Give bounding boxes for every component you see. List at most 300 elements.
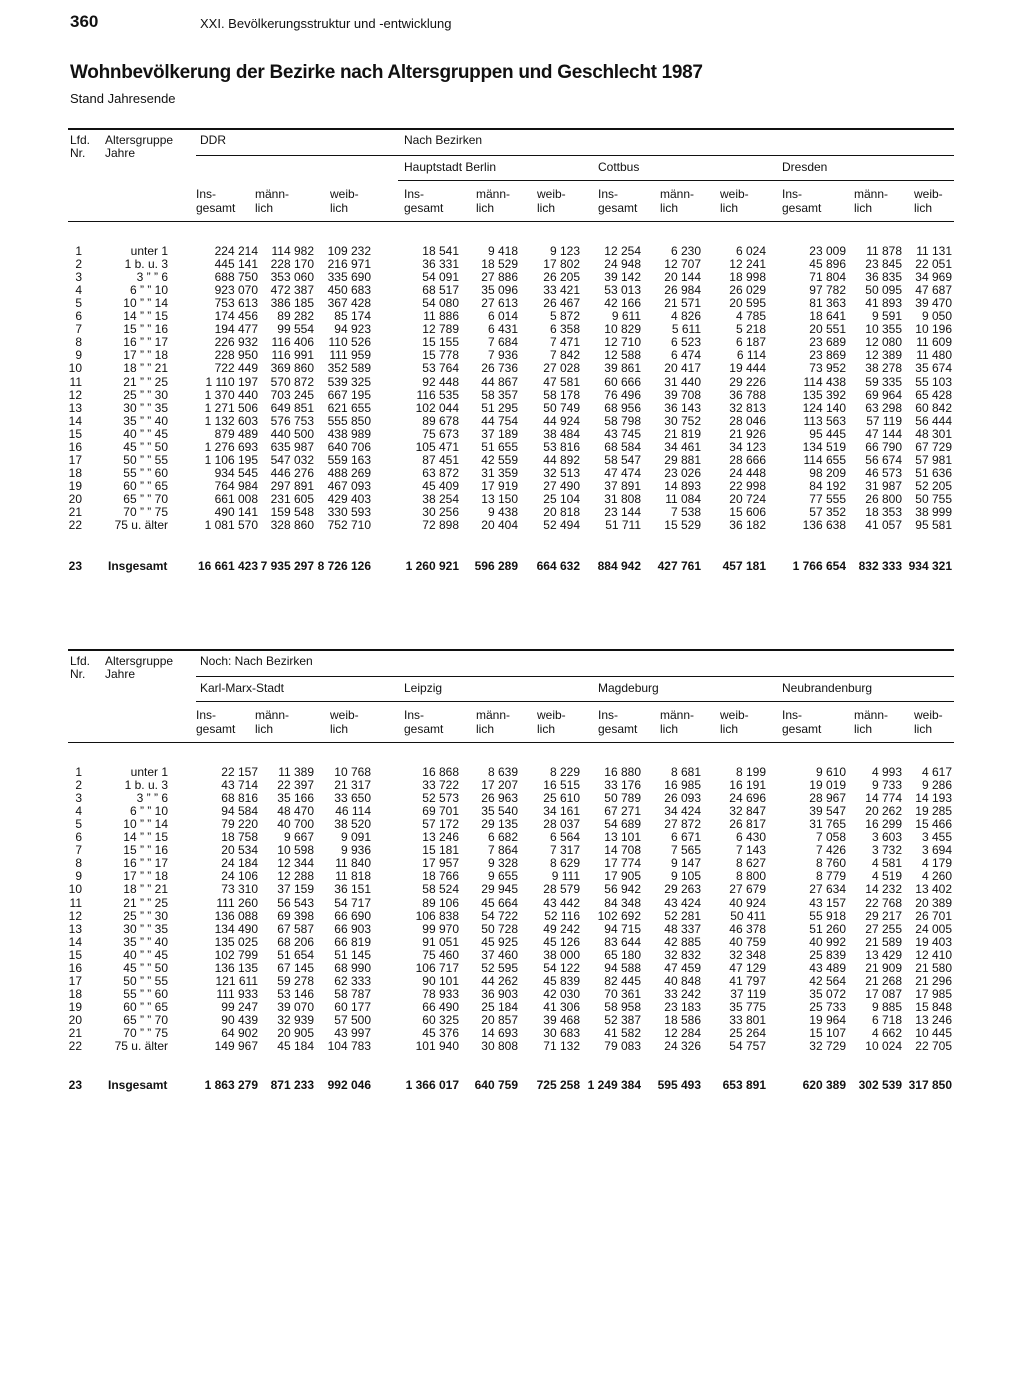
table-cell: 10 445 xyxy=(915,1026,952,1040)
table-cell: 30 683 xyxy=(543,1026,580,1040)
table-cell: 5 872 xyxy=(549,309,580,324)
table-cell: 89 282 xyxy=(277,309,314,324)
table-cell: 45 896 xyxy=(809,257,846,272)
table-cell: 8 639 xyxy=(487,765,518,779)
table-cell: 22 051 xyxy=(915,257,952,272)
table-cell: 81 363 xyxy=(809,296,846,311)
table-cell: 29 226 xyxy=(729,374,766,389)
row-number: 18 xyxy=(68,465,82,480)
row-number: 14 xyxy=(68,413,82,428)
table-cell: 35 166 xyxy=(277,791,314,806)
table-cell: 52 595 xyxy=(481,960,518,975)
total-cell: 871 233 xyxy=(270,1078,314,1092)
table-cell: 67 271 xyxy=(604,804,641,819)
table-cell: 32 939 xyxy=(277,1012,314,1027)
row-number: 13 xyxy=(68,400,82,415)
table-cell: 76 496 xyxy=(604,387,641,402)
table-cell: 438 989 xyxy=(327,426,371,441)
column-header: weib- xyxy=(914,187,943,201)
column-header: lich xyxy=(720,201,739,215)
age-group: 14 ” ” 15 xyxy=(123,309,168,324)
column-header: lich xyxy=(660,201,679,215)
table-cell: 26 701 xyxy=(915,908,952,923)
table-cell: 27 679 xyxy=(729,882,766,897)
table-cell: 46 378 xyxy=(729,921,766,936)
row-number: 20 xyxy=(68,1012,82,1027)
table-cell: 41 582 xyxy=(604,1026,641,1040)
table-cell: 25 839 xyxy=(809,947,846,962)
age-group: 65 ” ” 70 xyxy=(123,491,168,506)
jahre-label: Jahre xyxy=(105,667,136,681)
table-cell: 9 611 xyxy=(611,309,641,324)
table-cell: 77 555 xyxy=(809,491,846,506)
table-cell: 58 798 xyxy=(604,413,641,428)
region-header: Magdeburg xyxy=(598,681,659,695)
age-group: 75 u. älter xyxy=(114,1039,168,1054)
table-cell: 228 950 xyxy=(214,348,258,363)
total-cell: 620 389 xyxy=(802,1078,846,1092)
table-cell: 12 288 xyxy=(277,869,314,884)
table-cell: 45 376 xyxy=(422,1026,459,1040)
table-cell: 39 142 xyxy=(604,270,641,285)
table-cell: 91 051 xyxy=(422,934,459,949)
table-cell: 38 999 xyxy=(915,505,952,519)
table-cell: 56 942 xyxy=(604,882,641,897)
table-cell: 17 985 xyxy=(915,986,952,1001)
table-cell: 32 348 xyxy=(729,947,766,962)
column-header: Ins- xyxy=(404,708,425,722)
table-cell: 68 956 xyxy=(604,400,641,415)
table-cell: 7 842 xyxy=(549,348,580,363)
total-cell: 1 766 654 xyxy=(792,559,846,573)
table-cell: 101 940 xyxy=(415,1039,459,1054)
table-cell: 10 196 xyxy=(915,322,952,337)
table-cell: 8 627 xyxy=(735,856,766,871)
column-header: gesamt xyxy=(196,201,236,215)
table-cell: 57 352 xyxy=(809,505,846,519)
table-cell: 65 180 xyxy=(604,947,641,962)
column-header: Ins- xyxy=(404,187,425,201)
table-cell: 6 682 xyxy=(487,830,518,845)
table-cell: 27 613 xyxy=(481,296,518,311)
table-cell: 20 417 xyxy=(664,361,701,376)
table-cell: 5 218 xyxy=(735,322,766,337)
age-group: 30 ” ” 35 xyxy=(123,400,168,415)
table-cell: 28 037 xyxy=(543,817,580,832)
table-cell: 66 690 xyxy=(334,908,371,923)
table-cell: 110 526 xyxy=(328,335,371,350)
table-cell: 52 281 xyxy=(664,908,701,923)
table-cell: 33 722 xyxy=(422,778,459,793)
table-cell: 4 179 xyxy=(921,856,952,871)
age-group: 21 ” ” 25 xyxy=(123,374,168,389)
table-cell: 53 816 xyxy=(543,439,580,454)
table-cell: 3 694 xyxy=(921,843,952,858)
column-header: gesamt xyxy=(598,201,638,215)
table-cell: 54 689 xyxy=(604,817,641,832)
table-cell: 43 157 xyxy=(809,895,846,910)
table-cell: 99 554 xyxy=(277,322,314,337)
column-header: weib- xyxy=(914,708,943,722)
table-cell: 66 790 xyxy=(865,439,902,454)
table-cell: 45 126 xyxy=(543,934,580,949)
table-cell: 135 025 xyxy=(214,934,258,949)
table-cell: 15 606 xyxy=(729,505,766,519)
column-header: gesamt xyxy=(598,722,638,736)
table-cell: 116 535 xyxy=(416,387,459,402)
table-cell: 369 860 xyxy=(270,361,314,376)
table-cell: 54 122 xyxy=(543,960,580,975)
table-cell: 15 466 xyxy=(915,817,952,832)
table-cell: 45 664 xyxy=(481,895,518,910)
table-cell: 58 958 xyxy=(604,999,641,1014)
table-cell: 16 299 xyxy=(865,817,902,832)
table-cell: 20 144 xyxy=(664,270,701,285)
row-number: 18 xyxy=(68,986,82,1001)
age-group: 60 ” ” 65 xyxy=(123,999,168,1014)
table-cell: 22 397 xyxy=(277,778,314,793)
table-cell: 7 936 xyxy=(487,348,518,363)
table-cell: 3 603 xyxy=(871,830,902,845)
table-cell: 26 800 xyxy=(865,491,902,506)
table-cell: 25 184 xyxy=(481,999,518,1014)
page-subtitle: Stand Jahresende xyxy=(70,91,176,106)
table-cell: 33 176 xyxy=(604,778,641,793)
table-cell: 4 993 xyxy=(871,765,902,779)
table-cell: 114 438 xyxy=(803,374,846,389)
table-cell: 26 963 xyxy=(481,791,518,806)
table-cell: 24 448 xyxy=(729,465,766,480)
row-number: 17 xyxy=(68,452,82,467)
age-group: 70 ” ” 75 xyxy=(123,505,168,519)
table-cell: 20 818 xyxy=(543,505,580,519)
row-number: 3 xyxy=(75,270,82,285)
age-group: unter 1 xyxy=(130,765,168,779)
age-group: 6 ” ” 10 xyxy=(129,283,168,298)
table-cell: 934 545 xyxy=(214,465,258,480)
row-number: 9 xyxy=(75,348,82,363)
age-group: 30 ” ” 35 xyxy=(123,921,168,936)
table-cell: 17 087 xyxy=(865,986,902,1001)
table-cell: 38 000 xyxy=(543,947,580,962)
table-cell: 94 715 xyxy=(604,921,641,936)
age-group: 15 ” ” 16 xyxy=(123,843,168,858)
column-header: männ- xyxy=(660,708,695,722)
table-cell: 89 678 xyxy=(422,413,459,428)
table-cell: 703 245 xyxy=(270,387,314,402)
table-cell: 111 959 xyxy=(329,348,371,363)
row-number: 2 xyxy=(75,257,82,272)
table-cell: 9 147 xyxy=(670,856,701,871)
age-group: 15 ” ” 16 xyxy=(123,322,168,337)
total-cell: 427 761 xyxy=(657,559,701,573)
total-cell: 596 289 xyxy=(474,559,518,573)
column-header: männ- xyxy=(476,708,511,722)
altersgruppe-label: Altersgruppe xyxy=(105,133,174,147)
table-cell: 9 050 xyxy=(921,309,952,324)
table-cell: 1 370 440 xyxy=(204,387,258,402)
table-cell: 58 547 xyxy=(604,452,641,467)
table-cell: 102 692 xyxy=(597,908,641,923)
row-number: 1 xyxy=(75,244,82,258)
table-cell: 92 448 xyxy=(422,374,459,389)
table-cell: 38 254 xyxy=(422,491,459,506)
table-cell: 27 886 xyxy=(481,270,518,285)
table-cell: 446 276 xyxy=(270,465,314,480)
table-cell: 109 232 xyxy=(327,244,371,258)
column-header: lich xyxy=(330,722,349,736)
table-cell: 24 948 xyxy=(604,257,641,272)
table-cell: 54 717 xyxy=(334,895,371,910)
table-cell: 56 674 xyxy=(865,452,902,467)
table-cell: 20 551 xyxy=(809,322,846,337)
table-cell: 102 799 xyxy=(214,947,258,962)
table-cell: 116 991 xyxy=(271,348,314,363)
total-cell: 934 321 xyxy=(908,559,952,573)
table-cell: 16 985 xyxy=(664,778,701,793)
table-cell: 19 964 xyxy=(809,1012,846,1027)
table-cell: 32 813 xyxy=(729,400,766,415)
table-cell: 39 708 xyxy=(664,387,701,402)
group-header-rule xyxy=(196,676,954,677)
table-cell: 50 095 xyxy=(865,283,902,298)
total-cell: 640 759 xyxy=(474,1078,518,1092)
table-cell: 174 456 xyxy=(214,309,258,324)
table-cell: 29 263 xyxy=(664,882,701,897)
table-cell: 136 088 xyxy=(214,908,258,923)
table-cell: 22 157 xyxy=(221,765,258,779)
row-number: 4 xyxy=(75,804,82,819)
table-cell: 40 759 xyxy=(729,934,766,949)
table-cell: 6 114 xyxy=(736,348,766,363)
table-cell: 19 444 xyxy=(729,361,766,376)
table-cell: 18 541 xyxy=(422,244,459,258)
table-cell: 14 193 xyxy=(915,791,952,806)
table-cell: 9 936 xyxy=(340,843,371,858)
table-cell: 752 710 xyxy=(327,518,371,533)
age-group: 45 ” ” 50 xyxy=(123,960,168,975)
table-cell: 97 782 xyxy=(809,283,846,298)
table-cell: 21 296 xyxy=(915,973,952,988)
table-cell: 40 848 xyxy=(664,973,701,988)
table-cell: 9 286 xyxy=(921,778,952,793)
table-cell: 58 357 xyxy=(481,387,518,402)
lfd-label: Lfd. xyxy=(70,654,91,668)
table-cell: 18 586 xyxy=(664,1012,701,1027)
total-cell: 595 493 xyxy=(657,1078,701,1092)
table-cell: 7 317 xyxy=(549,843,580,858)
table-cell: 37 189 xyxy=(481,426,518,441)
table-cell: 7 864 xyxy=(487,843,518,858)
table-cell: 9 733 xyxy=(871,778,902,793)
table-cell: 8 681 xyxy=(670,765,701,779)
table-cell: 26 817 xyxy=(729,817,766,832)
table-cell: 14 708 xyxy=(604,843,641,858)
age-group: 60 ” ” 65 xyxy=(123,478,168,493)
table-cell: 19 285 xyxy=(915,804,952,819)
age-group: unter 1 xyxy=(130,244,168,258)
table-cell: 25 610 xyxy=(543,791,580,806)
table-cell: 43 997 xyxy=(334,1026,371,1040)
column-header: lich xyxy=(476,722,495,736)
table-cell: 68 517 xyxy=(422,283,459,298)
table-cell: 18 353 xyxy=(865,505,902,519)
row-number: 23 xyxy=(68,559,82,573)
table-cell: 30 256 xyxy=(422,505,459,519)
table-cell: 667 195 xyxy=(327,387,371,402)
table-cell: 32 729 xyxy=(809,1039,846,1054)
table-cell: 63 298 xyxy=(865,400,902,415)
table-cell: 13 101 xyxy=(604,830,641,845)
table-cell: 64 902 xyxy=(221,1026,258,1040)
table-cell: 30 808 xyxy=(481,1039,518,1054)
table-cell: 22 768 xyxy=(865,895,902,910)
table-cell: 42 030 xyxy=(543,986,580,1001)
table-cell: 31 765 xyxy=(809,817,846,832)
age-group: 18 ” ” 21 xyxy=(123,882,168,897)
table-cell: 9 105 xyxy=(670,869,701,884)
table-cell: 386 185 xyxy=(270,296,314,311)
total-cell: 884 942 xyxy=(597,559,641,573)
table-cell: 25 264 xyxy=(729,1026,766,1040)
table-cell: 15 848 xyxy=(915,999,952,1014)
age-group: 55 ” ” 60 xyxy=(123,465,168,480)
table-cell: 50 789 xyxy=(604,791,641,806)
table-cell: 661 008 xyxy=(214,491,258,506)
column-header: lich xyxy=(720,722,739,736)
row-number: 5 xyxy=(75,296,82,311)
table-cell: 23 026 xyxy=(664,465,701,480)
table-cell: 16 515 xyxy=(543,778,580,793)
table-cell: 47 144 xyxy=(865,426,902,441)
age-group: 14 ” ” 15 xyxy=(123,830,168,845)
table-cell: 105 471 xyxy=(415,439,459,454)
table-cell: 21 268 xyxy=(865,973,902,988)
table-cell: 23 183 xyxy=(664,999,701,1014)
row-number: 15 xyxy=(68,426,82,441)
region-header: Neubrandenburg xyxy=(782,681,873,695)
table-cell: 1 276 693 xyxy=(204,439,258,454)
table-cell: 54 722 xyxy=(481,908,518,923)
table-cell: 52 494 xyxy=(543,518,580,533)
table-cell: 649 851 xyxy=(270,400,314,415)
row-number: 19 xyxy=(68,478,82,493)
total-cell: 1 249 384 xyxy=(587,1078,641,1092)
table-cell: 39 468 xyxy=(543,1012,580,1027)
table-cell: 20 724 xyxy=(729,491,766,506)
table-cell: 41 893 xyxy=(865,296,902,311)
table-cell: 23 689 xyxy=(809,335,846,350)
table-cell: 20 262 xyxy=(865,804,902,819)
table-cell: 84 348 xyxy=(604,895,641,910)
table-cell: 39 470 xyxy=(915,296,952,311)
table-cell: 135 392 xyxy=(802,387,846,402)
age-group: 17 ” ” 18 xyxy=(123,869,168,884)
row-number: 6 xyxy=(75,309,82,324)
table-cell: 94 923 xyxy=(334,322,371,337)
table-cell: 6 431 xyxy=(487,322,518,337)
table-cell: 106 717 xyxy=(415,960,459,975)
table-cell: 51 655 xyxy=(481,439,518,454)
table-cell: 47 581 xyxy=(543,374,580,389)
table-cell: 66 490 xyxy=(422,999,459,1014)
table-cell: 216 971 xyxy=(327,257,371,272)
table-cell: 570 872 xyxy=(270,374,314,389)
table-cell: 37 460 xyxy=(481,947,518,962)
age-group: 35 ” ” 40 xyxy=(123,413,168,428)
table-cell: 3 732 xyxy=(871,843,902,858)
table-cell: 328 860 xyxy=(270,518,314,533)
table-cell: 10 598 xyxy=(277,843,314,858)
table-cell: 23 845 xyxy=(865,257,902,272)
total-cell: 8 726 126 xyxy=(317,559,371,573)
table-cell: 71 132 xyxy=(543,1039,580,1054)
table-cell: 14 893 xyxy=(664,478,701,493)
table-cell: 27 255 xyxy=(865,921,902,936)
table-cell: 136 135 xyxy=(214,960,258,975)
table-cell: 11 480 xyxy=(916,348,952,363)
page-number: 360 xyxy=(70,12,99,31)
table-cell: 42 885 xyxy=(664,934,701,949)
table-cell: 429 403 xyxy=(327,491,371,506)
row-number: 17 xyxy=(68,973,82,988)
table-cell: 36 143 xyxy=(664,400,701,415)
table-cell: 8 800 xyxy=(735,869,766,884)
table-cell: 36 182 xyxy=(729,518,766,533)
table-cell: 67 587 xyxy=(277,921,314,936)
table-cell: 367 428 xyxy=(327,296,371,311)
age-group: 3 ” ” 6 xyxy=(136,791,168,806)
table-cell: 43 442 xyxy=(543,895,580,910)
table-cell: 27 028 xyxy=(543,361,580,376)
table-cell: 19 403 xyxy=(915,934,952,949)
table-cell: 58 178 xyxy=(543,387,580,402)
table-cell: 4 826 xyxy=(670,309,701,324)
table-cell: 12 080 xyxy=(865,335,902,350)
age-group: 25 ” ” 30 xyxy=(123,387,168,402)
row-number: 8 xyxy=(75,856,82,871)
table-cell: 29 135 xyxy=(481,817,518,832)
table-cell: 29 881 xyxy=(664,452,701,467)
region-header: Dresden xyxy=(782,160,828,174)
table-cell: 6 671 xyxy=(670,830,701,845)
column-header: weib- xyxy=(720,708,749,722)
table-cell: 72 898 xyxy=(422,518,459,533)
age-group: 45 ” ” 50 xyxy=(123,439,168,454)
table-cell: 25 104 xyxy=(543,491,580,506)
row-number: 16 xyxy=(68,439,82,454)
nr-label: Nr. xyxy=(70,667,86,681)
table-cell: 472 387 xyxy=(270,283,314,298)
age-group: 55 ” ” 60 xyxy=(123,986,168,1001)
table-cell: 9 418 xyxy=(487,244,518,258)
table-cell: 24 326 xyxy=(664,1039,701,1054)
total-cell: 1 366 017 xyxy=(405,1078,459,1092)
table-cell: 30 752 xyxy=(664,413,701,428)
table-cell: 50 728 xyxy=(481,921,518,936)
table-cell: 55 918 xyxy=(809,908,846,923)
table-cell: 36 835 xyxy=(865,270,902,285)
table-cell: 47 459 xyxy=(664,960,701,975)
table-cell: 66 819 xyxy=(334,934,371,949)
table-cell: 57 172 xyxy=(422,817,459,832)
column-header: männ- xyxy=(660,187,695,201)
table-cell: 33 421 xyxy=(543,283,580,298)
table-cell: 15 181 xyxy=(422,843,459,858)
table-cell: 13 246 xyxy=(915,1012,952,1027)
column-header: lich xyxy=(854,201,873,215)
age-group: 17 ” ” 18 xyxy=(123,348,168,363)
